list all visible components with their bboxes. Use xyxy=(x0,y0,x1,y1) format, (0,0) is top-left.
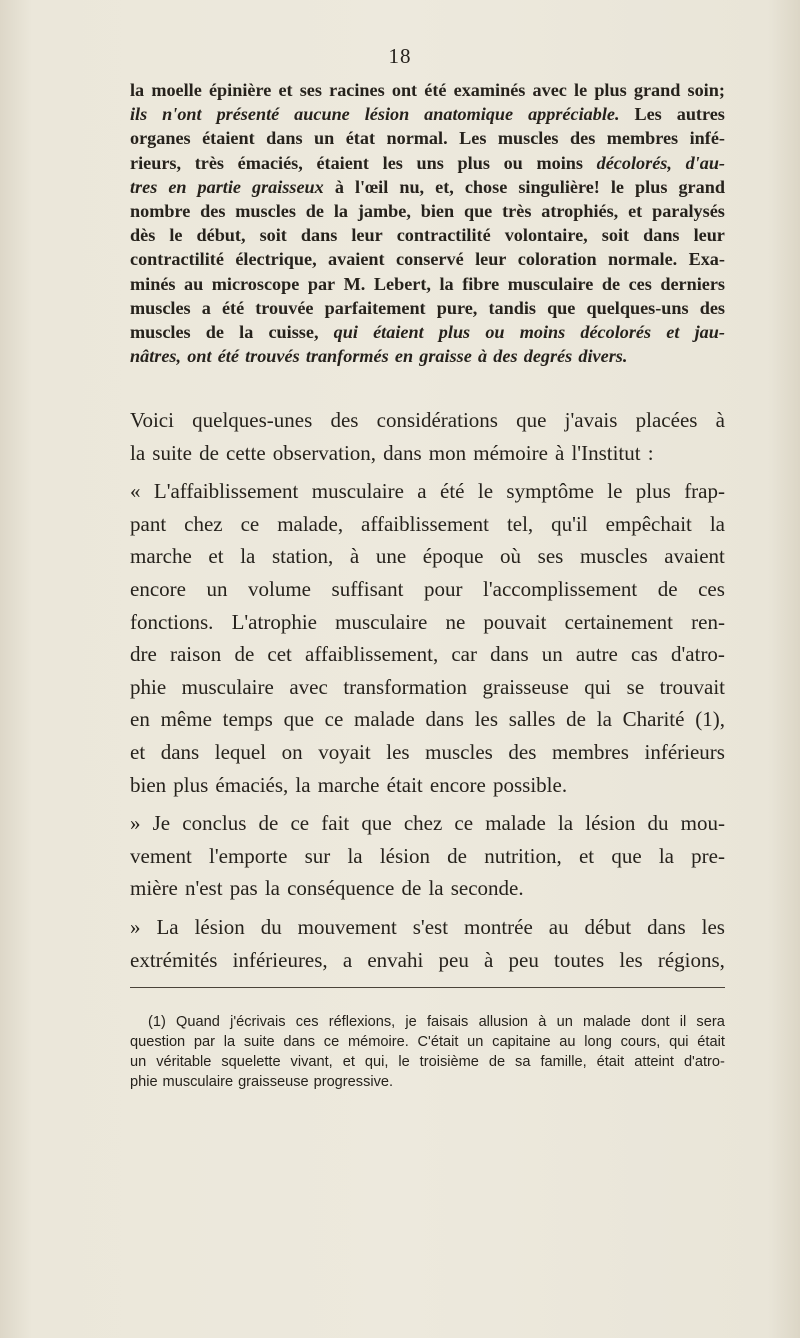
text-line: un véritable squelette vivant, et qui, le troisième de sa famille, était atteint d'atro- xyxy=(130,1054,725,1070)
text-line: mière n'est pas la conséquence de la seconde. xyxy=(130,876,524,901)
text-line: tres en partie graisseux à l'œil nu, et, chose singulière! le plus grand xyxy=(130,176,725,197)
text-line: muscles de la cuisse, qui étaient plus ou moins décolorés et jau- xyxy=(130,321,725,342)
text-line: nâtres, ont été trouvés tranformés en graisse à des degrés divers. xyxy=(130,346,628,367)
text-line: rieurs, très émaciés, étaient les uns plus ou moins décolorés, d'au- xyxy=(130,152,725,173)
main-text xyxy=(130,404,725,976)
text-line: « L'affaiblissement musculaire a été le symptôme le plus frap- xyxy=(130,479,725,504)
text-line: contractilité électrique, avaient conservé leur coloration normale. Exa- xyxy=(130,249,725,270)
page-number: 18 xyxy=(388,44,412,68)
text-line: » Je conclus de ce fait que chez ce malade la lésion du mou- xyxy=(130,811,725,836)
text-line: Voici quelques-unes des considérations que j'avais placées à xyxy=(130,408,725,432)
text-line: phie musculaire avec transformation graisseuse qui se trouvait xyxy=(130,674,725,699)
text-line: dre raison de cet affaiblissement, car dans un autre cas d'atro- xyxy=(130,642,725,667)
text-line: ils n'ont présenté aucune lésion anatomique appréciable. Les autres xyxy=(130,104,725,125)
small-print-paragraph xyxy=(130,78,725,368)
text-line: » La lésion du mouvement s'est montrée au début dans les xyxy=(130,914,725,939)
text-line: extrémités inférieures, a envahi peu à peu toutes les régions, xyxy=(130,947,725,972)
footnote-separator xyxy=(130,987,725,988)
text-line: organes étaient dans un état normal. Les muscles des membres infé- xyxy=(130,128,725,149)
text-line: muscles a été trouvée parfaitement pure, tandis que quelques-uns des xyxy=(130,297,725,318)
text-line: (1) Quand j'écrivais ces réflexions, je faisais allusion à un malade dont il sera xyxy=(148,1014,725,1030)
text-line: fonctions. L'atrophie musculaire ne pouvait certainement ren- xyxy=(130,609,725,634)
text-line: la suite de cette observation, dans mon mémoire à l'Institut : xyxy=(130,440,654,465)
text-line: nombre des muscles de la jambe, bien que très atrophiés, et paralysés xyxy=(130,200,725,221)
text-line: pant chez ce malade, affaiblissement tel, qu'il empêchait la xyxy=(130,511,725,536)
text-line: vement l'emporte sur la lésion de nutrition, et que la pre- xyxy=(130,843,725,868)
text-line: en même temps que ce malade dans les salles de la Charité (1), xyxy=(130,707,725,732)
footnote xyxy=(130,1012,725,1092)
text-line: marche et la station, à une époque où ses muscles avaient xyxy=(130,544,725,569)
text-line: encore un volume suffisant pour l'accomplissement de ces xyxy=(130,576,725,601)
text-line: et dans lequel on voyait les muscles des membres inférieurs xyxy=(130,739,725,764)
text-line: bien plus émaciés, la marche était encore possible. xyxy=(130,772,568,797)
text-line: minés au microscope par M. Lebert, la fibre musculaire de ces derniers xyxy=(130,273,725,294)
text-line: dès le début, soit dans leur contractilité volontaire, soit dans leur xyxy=(130,225,725,246)
text-line: question par la suite dans ce mémoire. C'était un capitaine au long cours, qui était xyxy=(130,1034,725,1050)
text-line: phie musculaire graisseuse progressive. xyxy=(130,1074,394,1090)
text-line: la moelle épinière et ses racines ont été examinés avec le plus grand soin; xyxy=(130,80,725,100)
